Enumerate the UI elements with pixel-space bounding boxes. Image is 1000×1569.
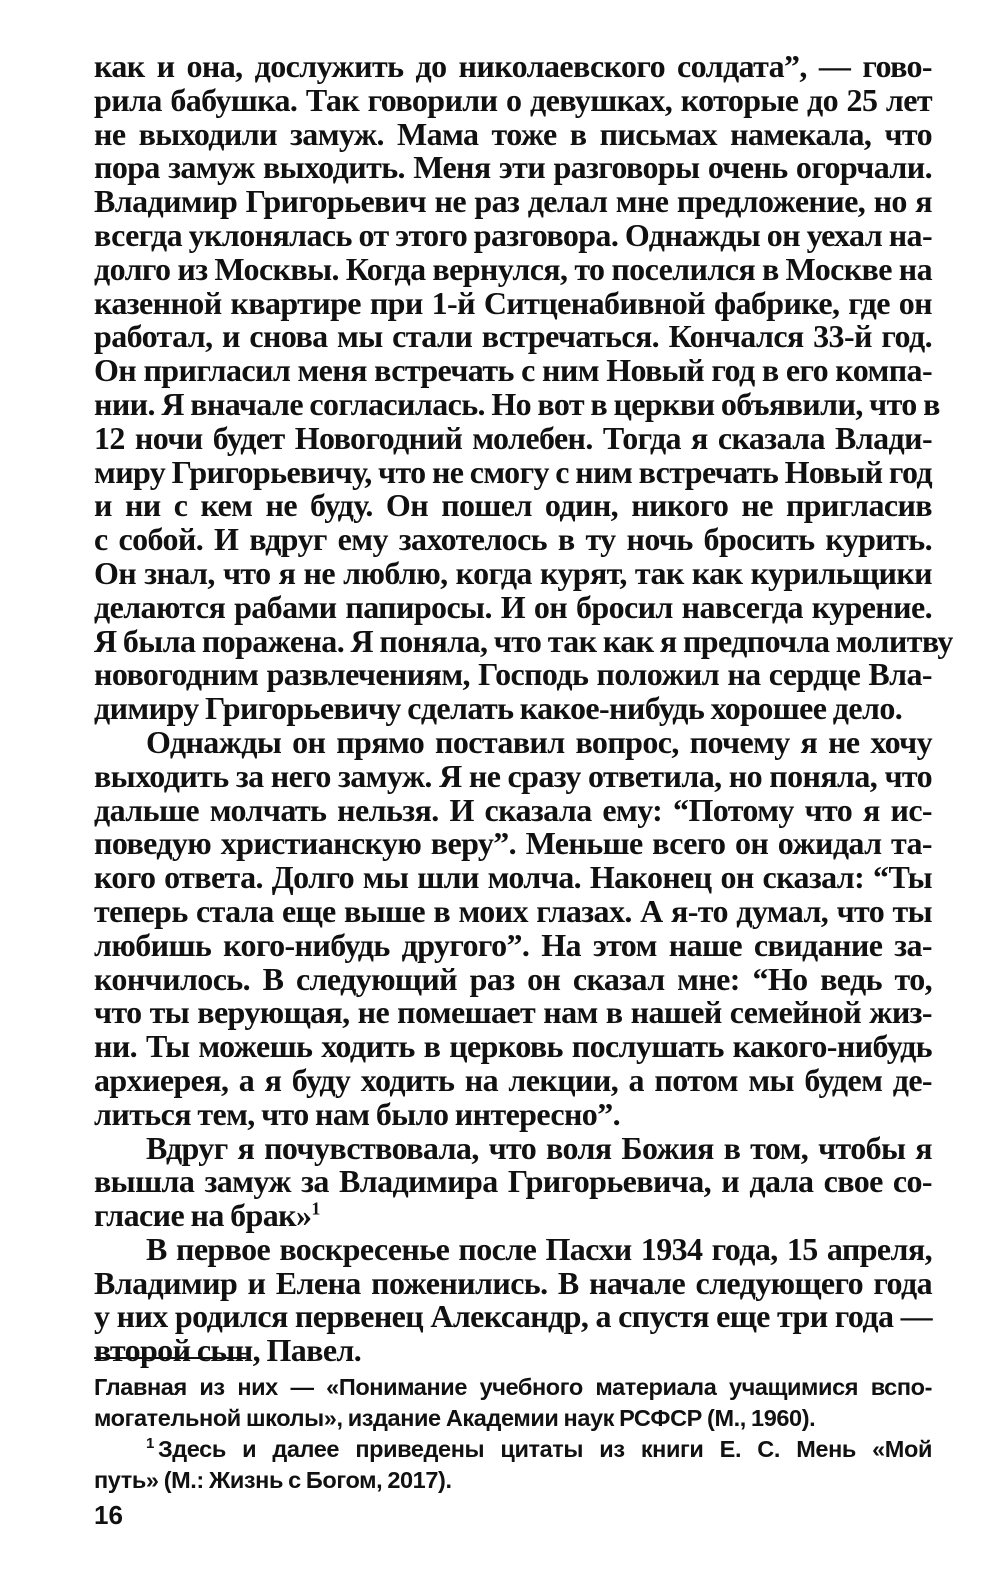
footnotes: [94, 1372, 932, 1496]
text-line: архиерея, а я буду ходить на лекции, а потом мы будем де-: [94, 1061, 932, 1098]
text-line: дальше молчать нельзя. И сказала ему: “Потому что я ис-: [94, 791, 932, 828]
text-line: 12 ночи будет Новогодний молебен. Тогда я сказала Влади-: [94, 419, 932, 456]
text-line: пора замуж выходить. Меня эти разговоры очень огорчали.: [94, 149, 932, 186]
text-line: долго из Москвы. Когда вернулся, то поселился в Москве на: [94, 250, 932, 287]
text-line: поведую христианскую веру”. Меньше всего он ожидал та-: [94, 825, 932, 862]
text-line: теперь стала еще выше в моих глазах. А я-то думал, что ты: [94, 892, 932, 929]
text-line: Однажды он прямо поставил вопрос, почему я не хочу: [146, 723, 932, 760]
text-line: что ты верующая, не помешает нам в нашей семейной жиз-: [94, 994, 932, 1031]
footnote-line: могательной школы», издание Академии наук РСФСР (М., 1960).: [94, 1405, 816, 1431]
text-line: литься тем, что нам было интересно”.: [94, 1095, 621, 1132]
text-line: у них родился первенец Александр, а спустя еще три года —: [94, 1298, 932, 1335]
text-line: делаются рабами папиросы. И он бросил навсегда курение.: [94, 588, 932, 625]
text-line: В первое воскресенье после Пасхи 1934 года, 15 апреля,: [146, 1230, 932, 1267]
text-line: вышла замуж за Владимира Григорьевича, и дала свое со-: [94, 1163, 932, 1200]
text-line: Он пригласил меня встречать с ним Новый год в его компа-: [94, 352, 932, 389]
text-line: кого ответа. Долго мы шли молча. Наконец он сказал: “Ты: [94, 859, 932, 896]
text-line: не выходили замуж. Мама тоже в письмах намекала, что: [94, 115, 932, 152]
text-line: казенной квартире при 1-й Ситценабивной фабрике, где он: [94, 284, 932, 321]
footnote-line: путь» (М.: Жизнь с Богом, 2017).: [94, 1467, 452, 1493]
text-line: Он знал, что я не люблю, когда курят, так как курильщики: [94, 554, 932, 591]
text-line: нии. Я вначале согласилась. Но вот в церкви объявили, что в: [94, 385, 940, 422]
page-number: 16: [94, 1500, 123, 1530]
text-line: миру Григорьевичу, что не смогу с ним встречать Новый год: [94, 453, 933, 490]
footnote-divider: [94, 1357, 246, 1359]
text-line-content: гласие на брак»: [94, 1197, 312, 1234]
text-line: новогодним развлечениям, Господь положил на сердце Вла-: [94, 656, 932, 693]
footnote-line: Главная из них — «Понимание учебного материала учащимися вспо-: [94, 1374, 932, 1400]
text-line: Владимир Григорьевич не раз делал мне предложение, но я: [94, 183, 932, 220]
text-line: как и она, дослужить до николаевского солдата”, — гово-: [94, 48, 932, 84]
text-line: кончилось. В следующий раз он сказал мне: “Но ведь то,: [94, 960, 932, 997]
text-line: выходить за него замуж. Я не сразу ответила, но поняла, что: [94, 757, 932, 794]
text-line: рила бабушка. Так говорили о девушках, которые до 25 лет: [94, 81, 932, 118]
text-line: всегда уклонялась от этого разговора. Однажды он уехал на-: [94, 216, 932, 253]
footnote-line: [94, 1434, 932, 1465]
main-text: [94, 48, 953, 1369]
text-line: с собой. И вдруг ему захотелось в ту ночь бросить курить.: [94, 521, 932, 558]
footnote-line-content: Здесь и далее приведены цитаты из книги Е. С. Мень «Мой: [157, 1436, 932, 1462]
text-line: второй сын, Павел.: [94, 1332, 362, 1369]
footnote-ref[interactable]: 1: [311, 1198, 320, 1219]
text-line: любишь кого-нибудь другого”. На этом наше свидание за-: [94, 926, 932, 963]
text-line: работал, и снова мы стали встречаться. Кончался 33-й год.: [94, 318, 932, 355]
text-line: димиру Григорьевичу сделать какое-нибудь хорошее дело.: [94, 690, 903, 727]
text-line: [94, 1199, 932, 1233]
text-line: и ни с кем не буду. Он пошел один, никого не пригласив: [94, 487, 932, 524]
text-line: Я была поражена. Я поняла, что так как я предпочла молитву: [94, 622, 953, 659]
footnote-number: 1: [146, 1435, 154, 1453]
text-line: ни. Ты можешь ходить в церковь послушать какого-нибудь: [94, 1028, 932, 1065]
text-line: Вдруг я почувствовала, что воля Божия в том, чтобы я: [146, 1129, 932, 1166]
text-line: Владимир и Елена поженились. В начале следующего года: [94, 1264, 932, 1301]
